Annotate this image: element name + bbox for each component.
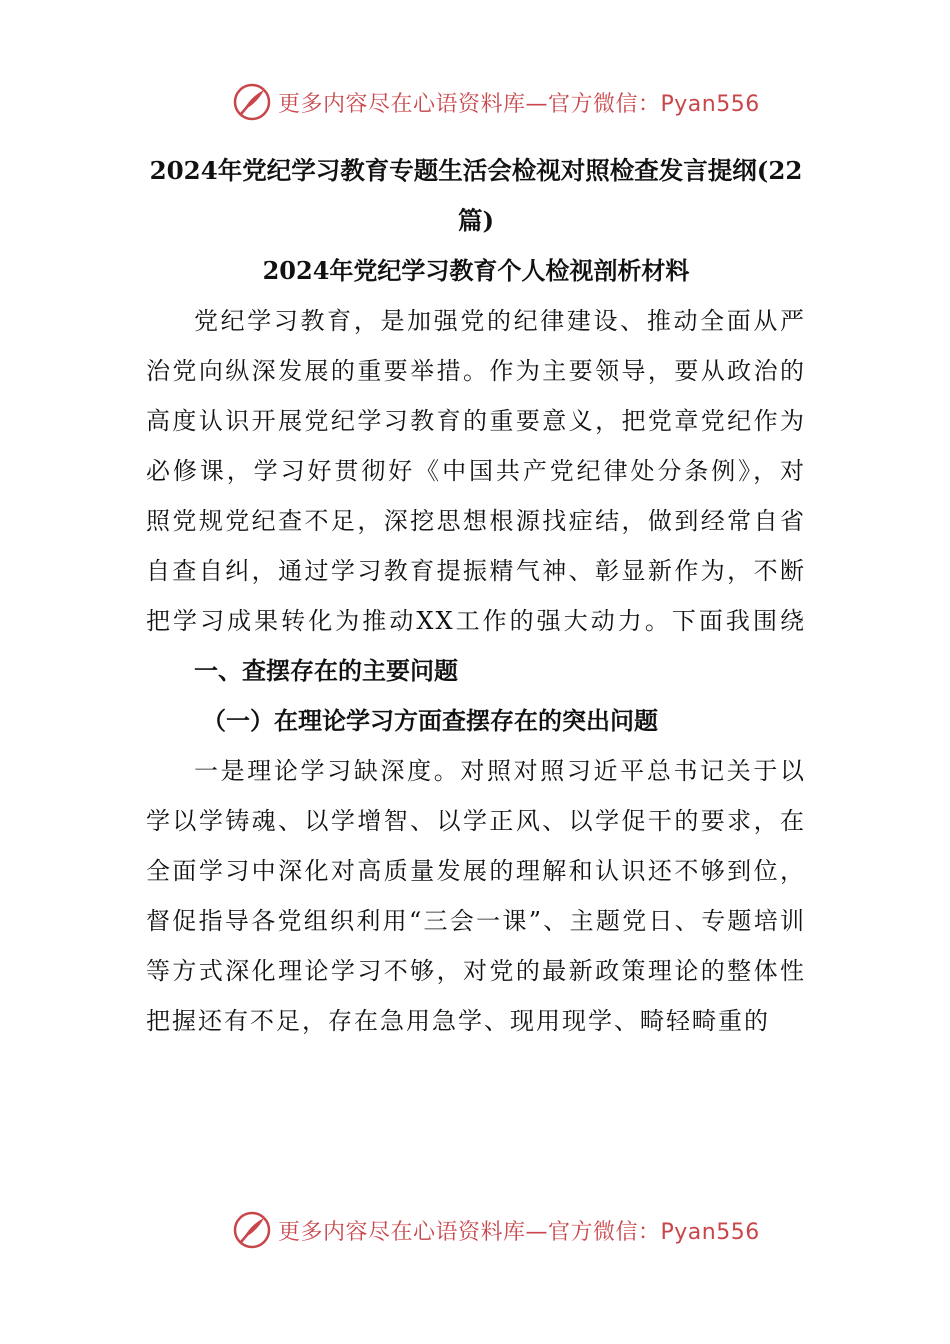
banner-text: 更多内容尽在心语资料库—官方微信：Pyan556: [278, 91, 760, 117]
document-body: [146, 146, 806, 1046]
intro-paragraph: 党纪学习教育，是加强党的纪律建设、推动全面从严治党向纵深发展的重要举措。作为主要领导，要从政治的高度认识开展党纪学习教育的重要意义，把党章党纪作为必修课，学习好贯彻好《中国共产党纪律处分条例》，对照党规党纪查不足，深挖思想根源找症结，做到经常自省自查自纠，通过学习教育提振精气神、彰显新作为，不断把学习成果转化为推动XX工作的强大动力。下面我围绕: [146, 307, 806, 635]
quill-logo-icon: [232, 1210, 272, 1250]
document-subtitle: 2024年党纪学习教育个人检视剖析材料: [262, 256, 690, 285]
subsection-heading: （一）在理论学习方面查摆存在的突出问题: [202, 706, 658, 735]
header-banner: [232, 80, 760, 124]
footer-banner: [232, 1208, 760, 1252]
document-title: 2024年党纪学习教育专题生活会检视对照检查发言提纲(22篇): [149, 156, 803, 235]
banner-text: 更多内容尽在心语资料库—官方微信：Pyan556: [278, 1219, 760, 1245]
quill-logo-icon: [232, 82, 272, 122]
section-heading: 一、查摆存在的主要问题: [194, 656, 458, 685]
point-paragraph: 一是理论学习缺深度。对照对照习近平总书记关于以学以学铸魂、以学增智、以学正风、以学促干的要求，在全面学习中深化对高质量发展的理解和认识还不够到位，督促指导各党组织利用“三会一课”、主题党日、专题培训等方式深化理论学习不够，对党的最新政策理论的整体性把握还有不足，存在急用急学、现用现学、畸轻畸重的: [146, 757, 806, 1035]
